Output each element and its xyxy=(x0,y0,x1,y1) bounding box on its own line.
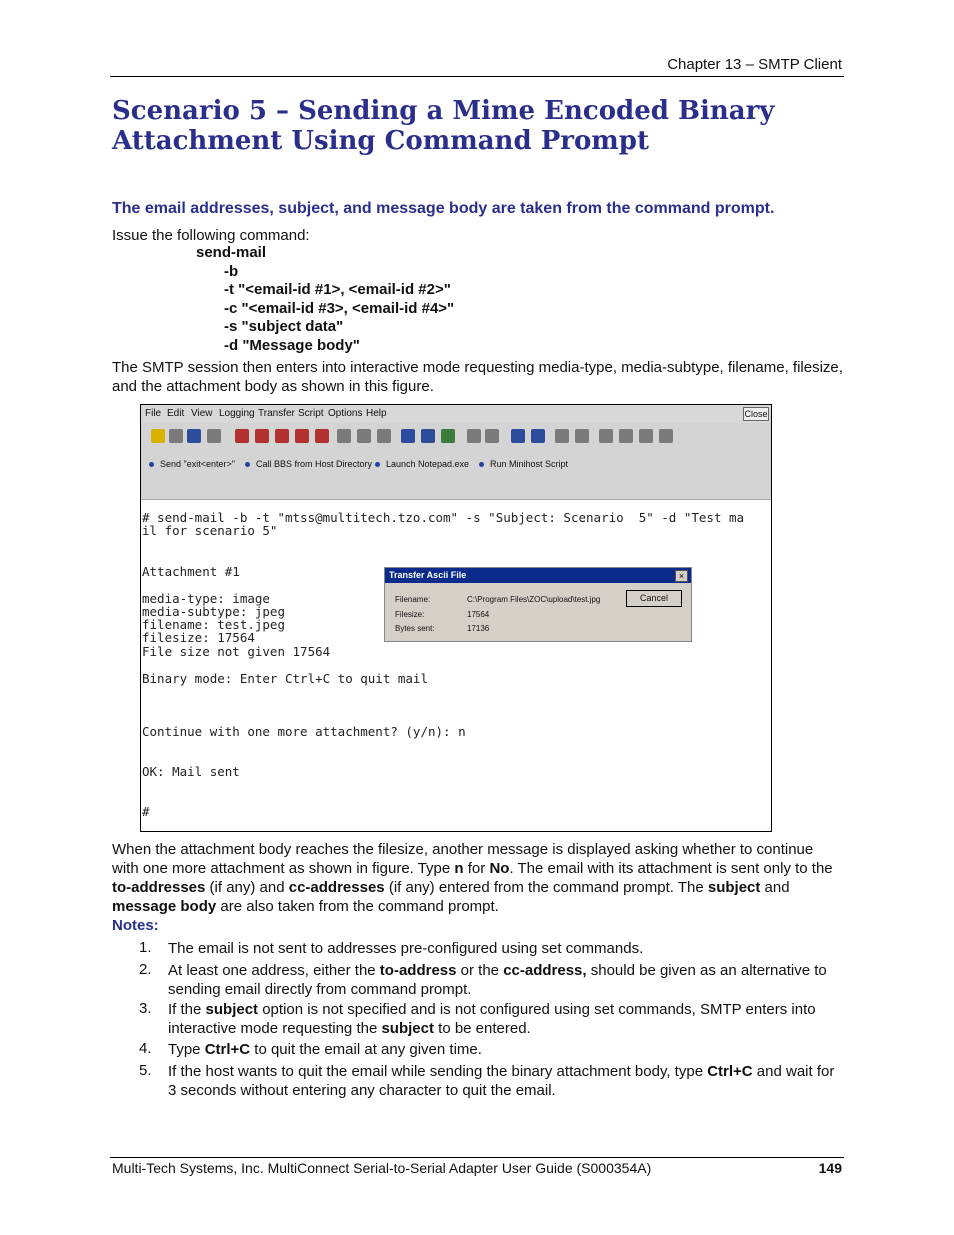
note-item: Type Ctrl+C to quit the email at any given time. xyxy=(168,1041,482,1058)
section-lead: The email addresses, subject, and message body are taken from the command prompt. xyxy=(112,200,775,217)
filesize-value: 17564 xyxy=(467,610,490,619)
note-number: 2. xyxy=(139,961,152,978)
macro-button[interactable]: Send "exit<enter>" xyxy=(149,459,235,469)
tool-icon[interactable] xyxy=(357,429,371,443)
macro-dot-icon xyxy=(149,462,154,467)
menu-logging[interactable]: Logging xyxy=(219,408,255,419)
tool-icon[interactable] xyxy=(377,429,391,443)
menu-help[interactable]: Help xyxy=(366,408,387,419)
terminal-line: filename: test.jpeg xyxy=(142,617,285,632)
note-item: At least one address, either the to-address or the cc-address, should be given as an alternative to sending email directly from command prompt. xyxy=(168,962,827,998)
menu-edit[interactable]: Edit xyxy=(167,408,185,419)
note-item: The email is not sent to addresses pre-configured using set commands. xyxy=(168,940,644,957)
macro-button[interactable]: Call BBS from Host Directory xyxy=(245,459,372,469)
command-name: send-mail xyxy=(196,244,267,261)
notes-heading: Notes: xyxy=(112,917,159,934)
tool-icon[interactable] xyxy=(485,429,499,443)
terminal-line: OK: Mail sent xyxy=(142,764,240,779)
transfer-dialog xyxy=(384,567,692,642)
tool-icon[interactable] xyxy=(315,429,329,443)
terminal-line: il for scenario 5" xyxy=(142,523,278,538)
macro-dot-icon xyxy=(375,462,380,467)
chapter-header: Chapter 13 – SMTP Client xyxy=(667,56,842,73)
tool-icon[interactable] xyxy=(575,429,589,443)
cancel-button[interactable]: Cancel xyxy=(626,590,682,607)
dialog-title: Transfer Ascii File xyxy=(385,568,691,583)
command-option: -d "Message body" xyxy=(224,337,360,354)
play-icon[interactable] xyxy=(467,429,481,443)
menu-view[interactable]: View xyxy=(191,408,213,419)
macro-dot-icon xyxy=(479,462,484,467)
tool-icon[interactable] xyxy=(235,429,249,443)
page-number: 149 xyxy=(818,1160,842,1176)
note-number: 1. xyxy=(139,939,152,956)
terminal-line: Binary mode: Enter Ctrl+C to quit mail xyxy=(142,671,428,686)
interactive-mode-paragraph: The SMTP session then enters into interactive mode requesting media-type, media-subtype, filename, filesize, and the attachment body as shown in this figure. xyxy=(112,359,843,395)
bytes-sent-label: Bytes sent: xyxy=(395,624,435,633)
tool-icon[interactable] xyxy=(555,429,569,443)
tool-icon[interactable] xyxy=(169,429,183,443)
terminal-output[interactable] xyxy=(141,500,771,831)
terminal-screenshot xyxy=(140,404,772,832)
connect-icon[interactable] xyxy=(151,429,165,443)
note-item: If the subject option is not specified and is not configured using set commands, SMTP enters into interactive mode requesting the subject to be entered. xyxy=(168,1001,816,1037)
tool-icon[interactable] xyxy=(295,429,309,443)
note-number: 3. xyxy=(139,1000,152,1017)
terminal-line: media-subtype: jpeg xyxy=(142,604,285,619)
note-number: 4. xyxy=(139,1040,152,1057)
tool-icon[interactable] xyxy=(441,429,455,443)
title-line-2: Attachment Using Command Prompt xyxy=(112,126,649,156)
title-line-1: Scenario 5 – Sending a Mime Encoded Binary xyxy=(112,96,775,126)
tool-icon[interactable] xyxy=(599,429,613,443)
filesize-label: Filesize: xyxy=(395,610,425,619)
attachment-paragraph: When the attachment body reaches the filesize, another message is displayed asking whether to continue with one more attachment as shown in figure. Type n for No. The email with its attachment is sent only to the to-addresses (if any) and cc-addresses (if any) entered from the command prompt. The subject and message body are also taken from the command prompt. xyxy=(112,841,833,915)
tool-icon[interactable] xyxy=(187,429,201,443)
filename-value: C:\Program Files\ZOC\upload\test.jpg xyxy=(467,595,601,604)
filename-label: Filename: xyxy=(395,595,431,604)
tool-icon[interactable] xyxy=(275,429,289,443)
menu-file[interactable]: File xyxy=(145,408,162,419)
tool-icon[interactable] xyxy=(511,429,525,443)
tool-icon[interactable] xyxy=(421,429,435,443)
toolbar xyxy=(141,423,771,500)
header-rule xyxy=(110,76,844,77)
macro-dot-icon xyxy=(245,462,250,467)
footer-rule xyxy=(110,1157,844,1158)
tool-icon[interactable] xyxy=(337,429,351,443)
terminal-line: # xyxy=(142,804,150,819)
tool-icon[interactable] xyxy=(255,429,269,443)
macro-button[interactable]: Run Minihost Script xyxy=(479,459,568,469)
menu-options[interactable]: Options xyxy=(328,408,363,419)
terminal-line: # send-mail -b -t "mtss@multitech.tzo.com" -s "Subject: Scenario 5" -d "Test ma xyxy=(142,510,745,525)
command-option: -t "<email-id #1>, <email-id #2>" xyxy=(224,281,451,298)
note-item: If the host wants to quit the email while sending the binary attachment body, type Ctrl+C and wait for 3 seconds without entering any character to quit the email. xyxy=(168,1063,835,1099)
menu-transfer[interactable]: Transfer xyxy=(258,408,295,419)
terminal-line: media-type: image xyxy=(142,591,270,606)
menu-script[interactable]: Script xyxy=(298,408,324,419)
macro-button[interactable]: Launch Notepad.exe xyxy=(375,459,469,469)
bytes-sent-value: 17136 xyxy=(467,624,490,633)
tool-icon[interactable] xyxy=(619,429,633,443)
close-button[interactable]: Close xyxy=(744,409,768,419)
menu-bar xyxy=(141,405,771,423)
footer-text: Multi-Tech Systems, Inc. MultiConnect Serial-to-Serial Adapter User Guide (S000354A) xyxy=(112,1160,652,1176)
tool-icon[interactable] xyxy=(639,429,653,443)
note-number: 5. xyxy=(139,1062,152,1079)
tool-icon[interactable] xyxy=(401,429,415,443)
command-option: -s "subject data" xyxy=(224,318,344,335)
terminal-line: Continue with one more attachment? (y/n): n xyxy=(142,724,466,739)
tool-icon[interactable] xyxy=(659,429,673,443)
tool-icon[interactable] xyxy=(531,429,545,443)
terminal-line: File size not given 17564 xyxy=(142,644,331,659)
terminal-line: Attachment #1 xyxy=(142,564,240,579)
command-option: -c "<email-id #3>, <email-id #4>" xyxy=(224,300,455,317)
tool-icon[interactable] xyxy=(207,429,221,443)
page-title xyxy=(112,96,852,156)
terminal-line: filesize: 17564 xyxy=(142,630,255,645)
intro-text: Issue the following command: xyxy=(112,227,310,244)
dialog-close-icon[interactable]: × xyxy=(675,570,688,582)
command-option: -b xyxy=(224,263,239,280)
